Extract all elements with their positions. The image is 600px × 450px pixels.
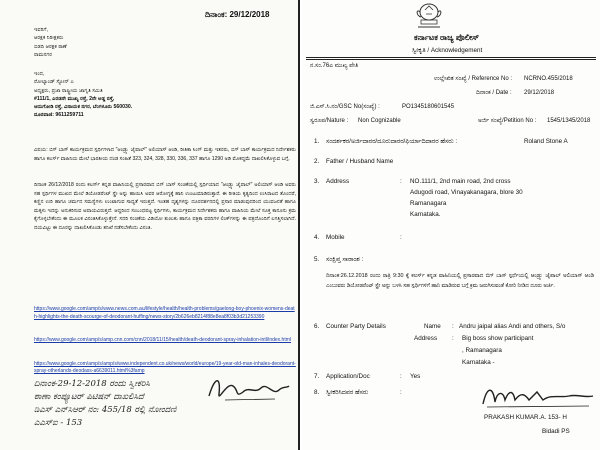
sender-line: ಅಧ್ಯಕ್ಷರು, ಪ್ರಜಾ ರಾಷ್ಟ್ರೀಯ ಜಾಗೃತಿ ಸಮಿತಿ <box>34 87 103 94</box>
row-number: 8. <box>314 389 320 396</box>
counter-address-label: Address <box>414 335 438 342</box>
reference-link[interactable]: https://www.google.com/amp/s/www.news.com.au/lifestyle/health/health-problems/gaelong-boy-phoenix-womens-death-highlights-the-death-scourge-of-deodorant-huffing/news-story/2b626eb8214f88e8ea8f03b3d21253390 <box>34 306 295 320</box>
counter-party-label: Counter Party Details <box>326 323 386 330</box>
counter-address-line: Karnataka - <box>462 359 495 366</box>
row-number: 4. <box>314 234 320 241</box>
petition-label: ಅರ್ಜಿ ಸಂಖ್ಯೆ/Petition No : <box>478 118 537 124</box>
date-label: ದಿನಾಂಕ / Date : <box>476 90 512 96</box>
colon: : <box>452 335 454 342</box>
address-line: Adugodi road, Vinayakanagara, blore 30 <box>410 189 523 196</box>
application-label: Application/Doc <box>326 373 370 380</box>
sender-line: ಇಂದ, <box>34 71 45 77</box>
address-line: NO.111/1, 2nd main road, 2nd cross <box>410 178 511 185</box>
row-number: 5. <box>314 256 320 263</box>
counter-address-line: Big boss show participant <box>462 335 534 342</box>
officer-signature <box>477 382 597 410</box>
divider <box>306 59 596 60</box>
colon: : <box>400 178 402 185</box>
handwritten-line: ಎಎಸ್‌ಐ - 153 <box>34 418 83 428</box>
sender-line: ರೋಲ್ಯಾಂಡ್ ಸ್ಟೋನ್ ಎ <box>34 79 74 86</box>
colon: : <box>400 389 402 396</box>
receiver-label: ಸ್ವೀಕರಿಸಿದವರ ಹೆಸರು <box>326 389 369 396</box>
nature-label: ಸ್ವರೂಪ/Nature : <box>310 118 349 124</box>
row-number: 3. <box>314 178 320 185</box>
application-value: Yes <box>410 373 421 380</box>
counter-address-line: , Ramanagara <box>462 347 502 354</box>
complainant-name: Roland Stone A <box>524 138 568 145</box>
row-number: 2. <box>314 158 320 165</box>
nature-value: Non Cognizable <box>358 118 401 124</box>
recipient-line: ರಾಮನಗರ <box>34 51 52 58</box>
row-number: 1. <box>314 138 320 145</box>
reference-link[interactable]: https://www.google.com/amp/s/amp/s/www.independent.co.uk/news/world/europe/19-year-old-man-inhales-deodorant-spray-otherlands-deodass-a6639011.html%3famp <box>34 360 296 375</box>
reference-link[interactable]: https://www.google.com/amp/s/amp.cnn.com/cnn/2018/11/15/health/death-deodorant-spray-inhalation-intl/index.html <box>34 337 291 344</box>
counter-party-name: Andru jaipal alias Andi and others, S/o <box>459 323 566 330</box>
acknowledgement-page <box>302 0 600 450</box>
colon: : <box>400 234 402 241</box>
acknowledgement-title: ಸ್ವೀಕೃತಿ / Acknowledgement <box>412 47 483 54</box>
recipient-line: ಬಿಡದಿ ಆರಕ್ಷಕ ಠಾಣೆ <box>34 43 67 50</box>
sender-line: ಆದುಗೋಡಿ ರಸ್ತೆ, ವಿನಾಯಕ ನಗರ, ಬೆಂಗಳೂರು 560030. <box>34 104 133 111</box>
colon: : <box>400 373 402 380</box>
department-title: ಕರ್ನಾಟಕ ರಾಜ್ಯ ಪೊಲೀಸ್ <box>414 33 479 42</box>
subject-paragraph: ವಿಷಯ: ಬಿಗ್ ಬಾಸ್ ಕಾರ್ಯಕ್ರಮದ ಸ್ಪರ್ಧಿಗಳಾದ "ಆಂಡ್ರ್ಯು ಜೈಪಾಲ್" ಅಲಿಯಾಸ್ ಆಂಡಿ, ರೀತಿಕಾ ಸಿಂಗ್ ಮತ್ತು ಇತರರು, ಬಿಗ್ ಬಾಸ್ ಕಾರ್ಯಕ್ರಮದ ನಿರ್ದೇಶಕರು ಹಾಗೂ ಕಲರ್ಸ್ ವಾಹಿನಿಯ ಮೇಲೆ ಭಾರತೀಯ ದಂಡ ಸಂಹಿತೆ 323, 324, 328, 330, 336, 337 ಹಾಗೂ 1290 ಅಡಿ ಮೊಕದ್ದಮೆ ದಾಖಲಿಸಿಕೊಳ್ಳುವ ಬಗ್ಗೆ. <box>34 147 296 162</box>
reference-label: ಉಲ್ಲೇಖಿತ ಸಂಖ್ಯೆ / Reference No : <box>434 76 513 82</box>
mobile-label: Mobile <box>326 234 345 241</box>
counter-name-label: Name <box>424 323 441 330</box>
address-line: Karnataka. <box>410 211 441 218</box>
gsc-label: ಜಿ.ಎಸ್.ಸಿ.ನಂ/GSC No(ಸಂಖ್ಯೆ) : <box>310 104 380 110</box>
officer-name: PRAKASH KUMAR.A. 153- H <box>484 414 567 421</box>
form-reference: ನ.ಸಂ.76ಎ ಮುಖ್ಯ ಪೇತಿ <box>310 63 359 69</box>
recipient-line: ಆರಕ್ಷಕ ನಿರೀಕ್ಷಕರು <box>34 35 64 42</box>
police-station: Bidadi PS <box>542 428 570 435</box>
handwritten-line: ಠಾಣಾ ಕಂಪ್ಯೂಟರ್ ಪಿಟಿಷನ್ ದಾಖಲಿಸಿದೆ <box>34 392 144 402</box>
reference-number: NCRNO.455/2018 <box>524 76 573 82</box>
ack-date: 29/12/2018 <box>524 90 555 96</box>
father-husband-label: Father / Husband Name <box>326 158 394 165</box>
complaint-gist: ದಿನಾಂಕ:26.12.2018 ರಂದು ರಾತ್ರಿ 9:30 ಕ್ಕೆ ಕಲರ್ಸ್ ಕನ್ನಡ ವಾಹಿನಿಯಲ್ಲಿ ಪ್ರಸಾರವಾದ ಬಿಗ್ ಬಾಸ್ ಸ್ಪರ್ಧೆಯಲ್ಲಿ ಆಂಡ್ರ್ಯು ಜೈಪಾಲ್ ಅಲಿಯಾಸ್ ಆಂಡಿ ಎಂಬುವರು ಡಿಯೋಡರೆಂಟ್ ಸ್ಪ್ರೇ ಅನ್ನು ಬಳಸಿ ಸಹ ಸ್ಪರ್ಧಿಗಳಿಗೆ ಹಾನಿ ಮಾಡಿರುವ ಬಗ್ಗೆ ಕ್ರಮ ಜರುಗಿಸುವಂತೆ ಕೋರಿ ನೀಡಿದ ದೂರು ಅರ್ಜಿ. <box>326 273 594 289</box>
handwritten-line: ದಿನಾಂಕ-29-12-2018 ರಂದು ಸ್ವೀಕರಿಸಿ <box>34 379 150 389</box>
recipient-block <box>34 26 67 59</box>
colon: : <box>452 323 454 330</box>
reference-links <box>34 306 296 376</box>
sender-phone: ದೂರವಾಣಿ: 9611259711 <box>34 112 84 119</box>
row-number: 6. <box>314 323 320 330</box>
body-paragraph: ದಿನಾಂಕ 26/12/2018 ರಂದು ಕಲರ್ಸ್ ಕನ್ನಡ ವಾಹಿನಿಯಲ್ಲಿ ಪ್ರಸಾರವಾದ ಬಿಗ್ ಬಾಸ್ ಸಂಚಿಕೆಯಲ್ಲಿ ಸ್ಪರ್ಧಿಯಾದ "ಆಂಡ್ರ್ಯು ಜೈಪಾಲ್" ಅಲಿಯಾಸ್ ಆಂಡಿ ಅವರು ಸಹ ಸ್ಪರ್ಧಿಗಳ ಮುಖದ ಮೇಲೆ ಡಿಯೋಡರೆಂಟ್ ಸ್ಪ್ರೇ ಅನ್ನು ಹಾಯಿಸಿ ಅವರ ಆರೋಗ್ಯಕ್ಕೆ ಹಾನಿ ಉಂಟುಮಾಡಿರುತ್ತಾರೆ. ಈ ರೀತಿಯ ಕೃತ್ಯದಿಂದ ಉಸಿರಾಟದ ತೊಂದರೆ, ಕಣ್ಣಿನ ಉರಿ ಹಾಗೂ ಚರ್ಮದ ಸಮಸ್ಯೆಗಳು ಉಂಟಾಗುವ ಸಾಧ್ಯತೆ ಇರುತ್ತದೆ. ಇಂತಹ ದೃಶ್ಯಗಳನ್ನು ದೂರದರ್ಶನದಲ್ಲಿ ಪ್ರಸಾರ ಮಾಡುವುದರಿಂದ ಯುವಜನತೆ ಹಾಗೂ ಮಕ್ಕಳು ಇದನ್ನು ಅನುಕರಿಸುವ ಅಪಾಯವಿರುತ್ತದೆ. ಆದ್ದರಿಂದ ಸಂಬಂಧಪಟ್ಟ ಸ್ಪರ್ಧಿಗಳು, ಕಾರ್ಯಕ್ರಮದ ನಿರ್ದೇಶಕರು ಹಾಗೂ ವಾಹಿನಿಯ ಮೇಲೆ ಸೂಕ್ತ ಕಾನೂನು ಕ್ರಮ ಕೈಗೊಳ್ಳಬೇಕೆಂದು ಈ ಮೂಲಕ ವಿನಂತಿಸಿಕೊಳ್ಳುತ್ತೇನೆ. ಸದರಿ ಸಂಚಿಕೆಯ ವಿಡಿಯೋ ತುಣುಕು ಹಾಗೂ ಪತ್ರಿಕಾ ವರದಿಗಳ ಲಿಂಕ್‌ಗಳನ್ನು ಈ ಪತ್ರದೊಂದಿಗೆ ಲಗತ್ತಿಸಲಾಗಿದೆ. ದಯವಿಟ್ಟು ಈ ದೂರನ್ನು ದಾಖಲಿಸಿಕೊಂಡು ತನಿಖೆ ನಡೆಸಬೇಕೆಂದು ವಿನಂತಿ. <box>34 182 296 231</box>
complainant-label: ಸಂದರ್ಶಕರ/ಅರ್ಜಿದಾರರ/ದೂರುದಾರರ/ಫಿರ್ಯಾದಿದಾರರ ಹೆಸರು : <box>326 138 458 145</box>
row-number: 7. <box>314 373 320 380</box>
sender-block <box>34 70 254 120</box>
handwritten-endorsement <box>34 378 204 430</box>
petition-number: 1545/1345/2018 <box>547 118 591 124</box>
gsc-number: PO1345180601545 <box>402 104 455 110</box>
recipient-line: ಇವರಿಗೆ, <box>34 27 48 33</box>
sender-line: #111/1, ಎರಡನೇ ಮುಖ್ಯ ರಸ್ತೆ, 2ನೇ ಅಡ್ಡ ರಸ್ತೆ, <box>34 95 115 102</box>
address-line: Ramanagara <box>410 200 447 207</box>
state-emblem-icon <box>412 2 446 30</box>
handwritten-line: ಡಿಎಸ್ ಎನ್‌ಸಿಆರ್ ನಂ: 455/18 ರಲ್ಲಿ ನೋಂದಣಿ <box>34 405 177 415</box>
letter-date: ದಿನಾಂಕ: 29/12/2018 <box>205 10 270 19</box>
gist-label: ಸಂಕ್ಷಿಪ್ತ ಸಾರಾಂಶ : <box>326 256 364 263</box>
divider <box>306 57 596 58</box>
address-label: Address <box>326 178 350 185</box>
complainant-signature <box>205 372 291 406</box>
